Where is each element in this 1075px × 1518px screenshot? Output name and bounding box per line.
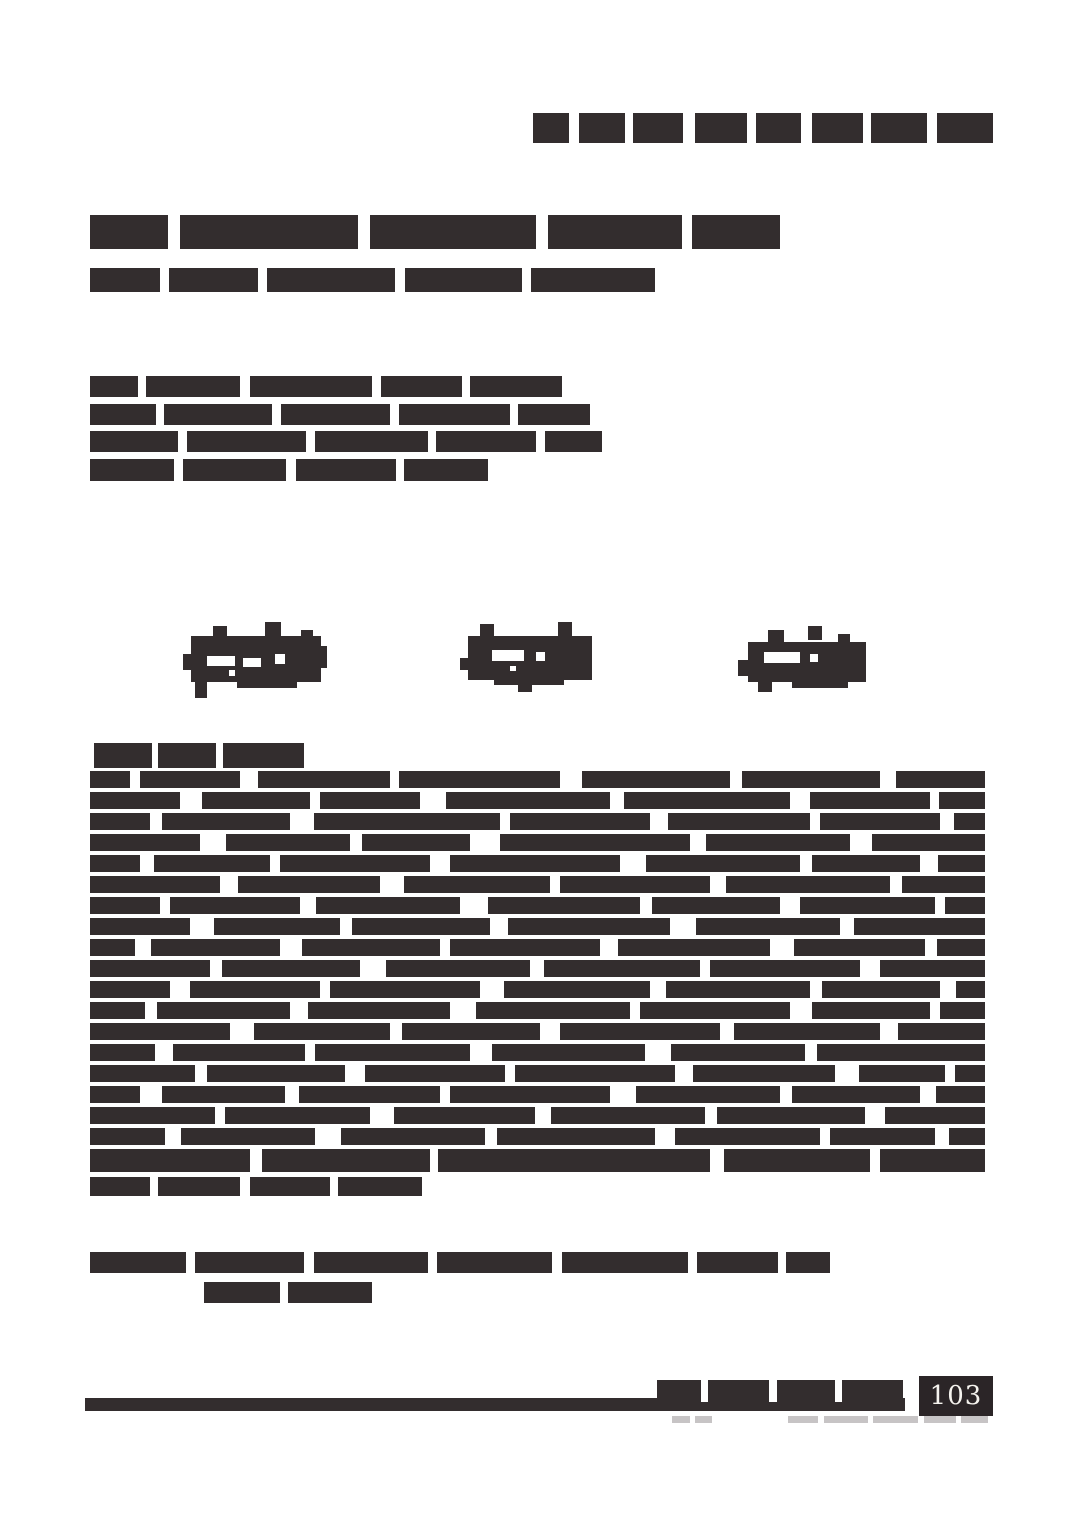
redacted-line	[90, 459, 488, 481]
redacted-line	[90, 1065, 985, 1082]
redacted-line	[90, 1086, 985, 1103]
redacted-line	[90, 376, 562, 397]
redacted-line	[90, 268, 655, 292]
redacted-line	[90, 1107, 985, 1124]
redacted-line	[90, 1149, 985, 1172]
photo-figure-1	[183, 620, 333, 698]
redacted-line	[90, 813, 985, 830]
redacted-line	[204, 1282, 372, 1303]
redacted-line	[90, 771, 985, 788]
redacted-line	[90, 918, 985, 935]
redacted-line	[90, 960, 985, 977]
redacted-line	[90, 1128, 985, 1145]
redacted-line	[90, 215, 780, 249]
photo-figure-2	[460, 618, 602, 698]
redacted-line	[90, 431, 602, 452]
redacted-line	[90, 792, 985, 809]
redacted-line	[90, 897, 985, 914]
redacted-line	[90, 855, 985, 872]
redacted-line	[533, 113, 993, 143]
redacted-line	[90, 939, 985, 956]
photo-figure-3	[736, 622, 878, 696]
redacted-line	[90, 1177, 422, 1196]
redacted-line	[90, 1002, 985, 1019]
redacted-line	[90, 981, 985, 998]
redacted-line	[90, 876, 985, 893]
page-number: 103	[929, 1381, 983, 1411]
redacted-line	[90, 834, 985, 851]
redacted-line	[94, 743, 304, 768]
redacted-line	[90, 404, 590, 425]
redacted-line	[672, 1416, 712, 1423]
redacted-line	[788, 1416, 988, 1423]
redacted-line	[90, 1252, 830, 1273]
redacted-line	[657, 1380, 903, 1402]
page-number-box	[919, 1376, 993, 1416]
redacted-line	[90, 1044, 985, 1061]
redacted-line	[90, 1023, 985, 1040]
